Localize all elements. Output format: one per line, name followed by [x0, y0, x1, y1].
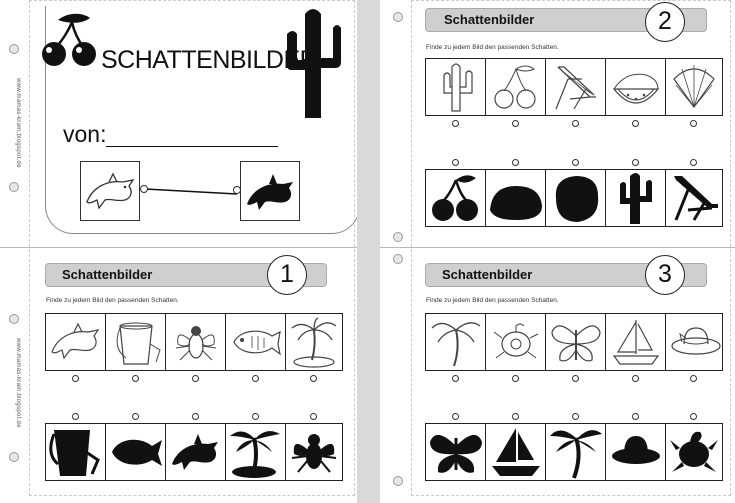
- shell-shadow-icon: [546, 170, 605, 226]
- cherries-icon: [38, 8, 110, 68]
- answer-dot[interactable]: [632, 159, 639, 166]
- cactus-shadow-icon: [606, 170, 665, 226]
- punch-hole: [9, 182, 19, 192]
- page-2-instruction: Finde zu jedem Bild den passenden Schatten.: [426, 44, 559, 51]
- punch-hole: [393, 476, 403, 486]
- bucket-shadow-icon: [46, 424, 105, 480]
- cactus-outline-icon: [426, 59, 485, 115]
- shadow-cell: [425, 423, 486, 481]
- side-url-text: www.mamas-kram.blogspot.de: [15, 338, 21, 428]
- dolphin-shadow-icon: [241, 162, 299, 220]
- picture-cell: [605, 313, 666, 371]
- shadow-cell: [665, 169, 723, 227]
- page-2-title: Schattenbilder: [444, 12, 535, 27]
- example-picture-box: [80, 161, 140, 221]
- answer-dot[interactable]: [252, 413, 259, 420]
- palm-tree-shadow-icon: [546, 424, 605, 480]
- cherries-outline-icon: [486, 59, 545, 115]
- page-1-number: 1: [267, 255, 307, 295]
- picture-cell: [665, 313, 723, 371]
- sailboat-shadow-icon: [486, 424, 545, 480]
- answer-dot[interactable]: [632, 413, 639, 420]
- deckchair-outline-icon: [546, 59, 605, 115]
- picture-cell: [165, 313, 226, 371]
- deckchair-shadow-icon: [666, 170, 722, 226]
- page-3-number: 3: [645, 255, 685, 295]
- shadow-cell: [165, 423, 226, 481]
- page-3-title: Schattenbilder: [442, 267, 533, 282]
- page-1-title: Schattenbilder: [62, 267, 153, 282]
- shadow-cell: [545, 169, 606, 227]
- fly-outline-icon: [166, 314, 225, 370]
- picture-cell: [665, 58, 723, 116]
- answer-dot[interactable]: [690, 413, 697, 420]
- sunhat-outline-icon: [666, 314, 722, 370]
- answer-dot[interactable]: [310, 375, 317, 382]
- palm-island-outline-icon: [286, 314, 342, 370]
- fold-line-right: [380, 247, 735, 248]
- picture-cell: [605, 58, 666, 116]
- punch-hole: [393, 12, 403, 22]
- answer-dot[interactable]: [690, 159, 697, 166]
- example-connect-line: [139, 182, 243, 198]
- dolphin-outline-icon: [81, 162, 139, 220]
- picture-cell: [45, 313, 106, 371]
- shell-outline-icon: [666, 59, 722, 115]
- shadow-cell: [485, 423, 546, 481]
- answer-dot[interactable]: [572, 375, 579, 382]
- answer-dot[interactable]: [132, 413, 139, 420]
- answer-dot[interactable]: [572, 120, 579, 127]
- punch-hole: [393, 232, 403, 242]
- page-1-instruction: Finde zu jedem Bild den passenden Schatten.: [46, 297, 179, 304]
- picture-cell: [485, 58, 546, 116]
- shadow-cell: [605, 169, 666, 227]
- butterfly-shadow-icon: [426, 424, 485, 480]
- picture-cell: [285, 313, 343, 371]
- watermelon-outline-icon: [606, 59, 665, 115]
- picture-cell: [105, 313, 166, 371]
- punch-hole: [9, 44, 19, 54]
- answer-dot[interactable]: [690, 375, 697, 382]
- picture-cell: [485, 313, 546, 371]
- answer-dot[interactable]: [512, 120, 519, 127]
- shadow-cell: [485, 169, 546, 227]
- sailboat-outline-icon: [606, 314, 665, 370]
- shadow-cell: [105, 423, 166, 481]
- shadow-cell: [285, 423, 343, 481]
- answer-dot[interactable]: [252, 375, 259, 382]
- answer-dot[interactable]: [132, 375, 139, 382]
- cherries-shadow-icon: [426, 170, 485, 226]
- picture-cell: [225, 313, 286, 371]
- answer-dot[interactable]: [72, 375, 79, 382]
- cover-title: SCHATTENBILDER: [101, 46, 318, 74]
- page-3-instruction: Finde zu jedem Bild den passenden Schatten.: [426, 297, 559, 304]
- punch-hole: [393, 254, 403, 264]
- dolphin-shadow-icon: [166, 424, 225, 480]
- answer-dot[interactable]: [572, 159, 579, 166]
- picture-cell: [545, 58, 606, 116]
- answer-dot[interactable]: [572, 413, 579, 420]
- shadow-cell: [425, 169, 486, 227]
- dolphin-outline-icon: [46, 314, 105, 370]
- answer-dot[interactable]: [192, 413, 199, 420]
- answer-dot[interactable]: [690, 120, 697, 127]
- picture-cell: [425, 58, 486, 116]
- punch-hole: [9, 452, 19, 462]
- von-label: von:: [63, 121, 107, 147]
- answer-dot[interactable]: [632, 375, 639, 382]
- butterfly-outline-icon: [546, 314, 605, 370]
- fold-line-left: [0, 247, 357, 248]
- shadow-cell: [605, 423, 666, 481]
- picture-cell: [425, 313, 486, 371]
- shadow-cell: [225, 423, 286, 481]
- name-write-line: [106, 146, 278, 147]
- side-url-text: www.mamas-kram.blogspot.de: [15, 78, 21, 168]
- shadow-cell: [45, 423, 106, 481]
- turtle-shadow-icon: [666, 424, 722, 480]
- answer-dot[interactable]: [512, 375, 519, 382]
- answer-dot[interactable]: [512, 159, 519, 166]
- answer-dot[interactable]: [512, 413, 519, 420]
- palm-island-shadow-icon: [226, 424, 285, 480]
- shadow-cell: [545, 423, 606, 481]
- answer-dot[interactable]: [452, 375, 459, 382]
- watermelon-shadow-icon: [486, 170, 545, 226]
- right-sheet: [380, 0, 735, 503]
- palm-tree-outline-icon: [426, 314, 485, 370]
- answer-dot[interactable]: [310, 413, 317, 420]
- fish-shadow-icon: [106, 424, 165, 480]
- answer-dot[interactable]: [72, 413, 79, 420]
- answer-dot[interactable]: [452, 120, 459, 127]
- example-shadow-box: [240, 161, 300, 221]
- fly-shadow-icon: [286, 424, 342, 480]
- shadow-cell: [665, 423, 723, 481]
- left-sheet: [0, 0, 357, 503]
- answer-dot[interactable]: [452, 159, 459, 166]
- punch-hole: [9, 314, 19, 324]
- answer-dot[interactable]: [632, 120, 639, 127]
- answer-dot[interactable]: [452, 413, 459, 420]
- sunhat-shadow-icon: [606, 424, 665, 480]
- fish-outline-icon: [226, 314, 285, 370]
- turtle-outline-icon: [486, 314, 545, 370]
- picture-cell: [545, 313, 606, 371]
- answer-dot[interactable]: [192, 375, 199, 382]
- bucket-outline-icon: [106, 314, 165, 370]
- page-2-number: 2: [645, 2, 685, 42]
